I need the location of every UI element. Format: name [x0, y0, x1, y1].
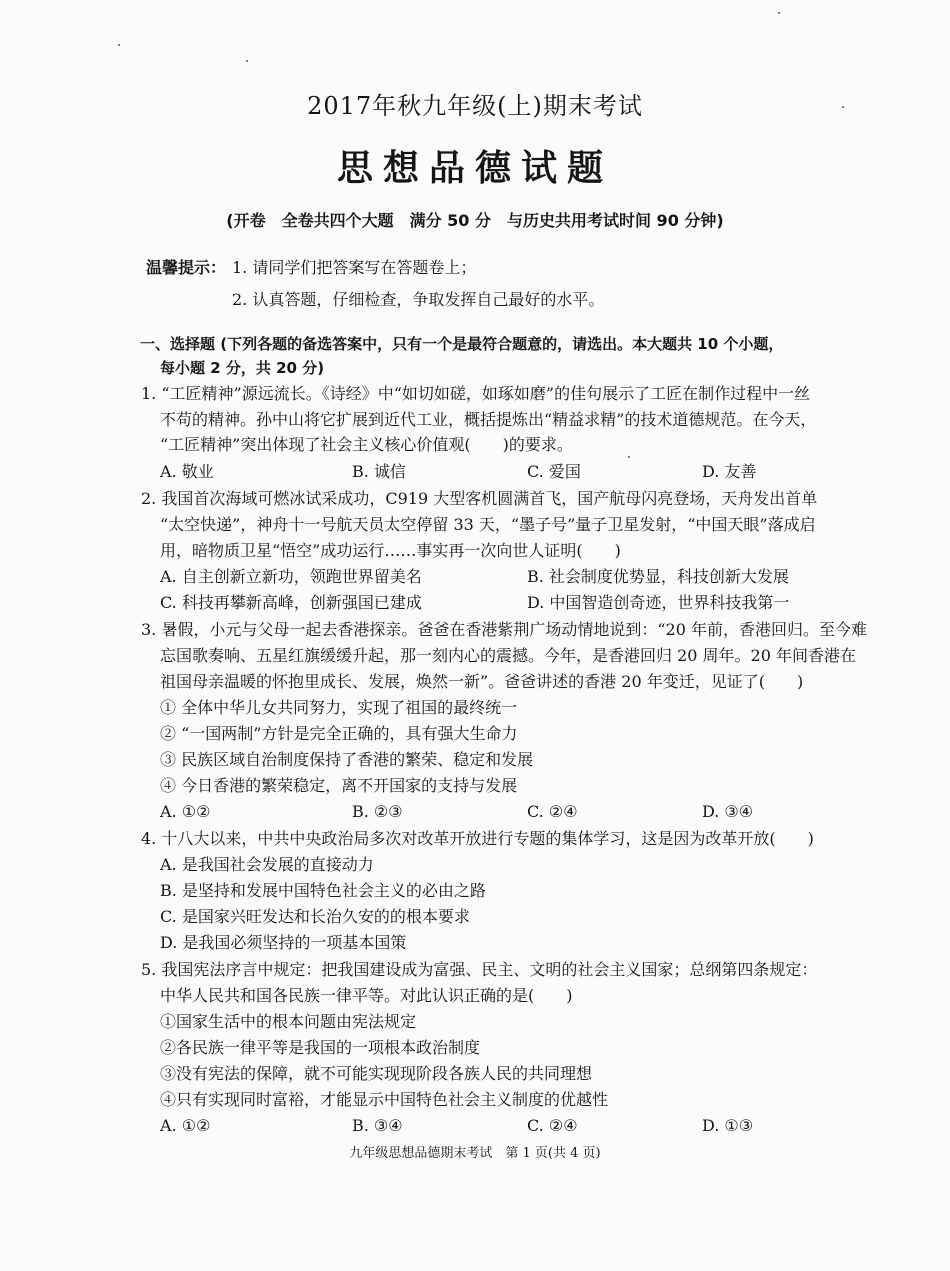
question-1-option-a: A. 敬业 — [160, 462, 214, 481]
question-3-option-c: C. ②④ — [527, 802, 578, 821]
question-5-option-b: B. ③④ — [352, 1116, 403, 1135]
question-2-line: “太空快递”，神舟十一号航天员太空停留 33 天，“墨子号”量子卫星发射，“中国天眼”落成启 — [160, 515, 816, 534]
question-3-option-a: A. ①② — [160, 802, 211, 821]
scan-speck — [842, 106, 844, 108]
tips-item-1: 1. 请同学们把答案写在答题卷上； — [232, 258, 477, 277]
question-2-line: 用，暗物质卫星“悟空”成功运行……事实再一次向世人证明( ) — [160, 541, 621, 560]
exam-title: 2017年秋九年级(上)期末考试 — [307, 92, 643, 120]
question-1-line: 不苟的精神。孙中山将它扩展到近代工业，概括提炼出“精益求精”的技术道德规范。在今天， — [160, 410, 817, 429]
question-1-option-b: B. 诚信 — [352, 462, 406, 481]
scan-speck — [778, 12, 780, 14]
question-5-option-a: A. ①② — [160, 1116, 211, 1135]
question-3-option-d: D. ③④ — [702, 802, 754, 821]
tips-label: 温馨提示： — [146, 258, 227, 277]
question-5-statement: ③没有宪法的保障，就不可能实现现阶段各族人民的共同理想 — [160, 1064, 593, 1083]
scan-speck — [628, 456, 630, 458]
section-heading-line-1: 一、选择题 (下列各题的备选答案中，只有一个是最符合题意的，请选出。本大题共 10 个小题， — [140, 335, 784, 353]
question-5-line: 5. 我国宪法序言中规定：把我国建设成为富强、民主、文明的社会主义国家；总纲第四条规定： — [141, 960, 818, 979]
question-4-option-c: C. 是国家兴旺发达和长治久安的的根本要求 — [160, 907, 470, 926]
question-2-option-a: A. 自主创新立新功，领跑世界留美名 — [160, 567, 422, 586]
tips-item-2: 2. 认真答题，仔细检查，争取发挥自己最好的水平。 — [232, 290, 605, 309]
question-5-statement: ④只有实现同时富裕，才能显示中国特色社会主义制度的优越性 — [160, 1090, 609, 1109]
question-2-option-b: B. 社会制度优势显，科技创新大发展 — [527, 567, 789, 586]
question-5-option-d: D. ①③ — [702, 1116, 754, 1135]
page-footer: 九年级思想品德期末考试 第 1 页(共 4 页) — [349, 1146, 601, 1161]
question-3-statement: ① 全体中华儿女共同努力，实现了祖国的最终统一 — [160, 698, 518, 717]
question-2-option-d: D. 中国智造创奇迹，世界科技我第一 — [527, 593, 790, 612]
question-5-option-c: C. ②④ — [527, 1116, 578, 1135]
scan-speck — [246, 60, 248, 62]
question-3-statement: ③ 民族区域自治制度保持了香港的繁荣、稳定和发展 — [160, 750, 534, 769]
question-2-line: 2. 我国首次海域可燃冰试采成功，C919 大型客机圆满首飞，国产航母闪亮登场，天舟发出首单 — [141, 489, 818, 508]
question-1-line: “工匠精神”突出体现了社会主义核心价值观( )的要求。 — [160, 435, 573, 454]
question-3-line: 3. 暑假，小元与父母一起去香港探亲。爸爸在香港紫荆广场动情地说到：“20 年前，香港回归。至今难 — [141, 620, 867, 639]
section-heading-line-2: 每小题 2 分，共 20 分) — [160, 359, 325, 377]
question-5-statement: ②各民族一律平等是我国的一项根本政治制度 — [160, 1038, 481, 1057]
exam-info: (开卷 全卷共四个大题 满分 50 分 与历史共用考试时间 90 分钟) — [226, 211, 724, 230]
question-4-option-b: B. 是坚持和发展中国特色社会主义的必由之路 — [160, 881, 486, 900]
question-4-line: 4. 十八大以来，中共中央政治局多次对改革开放进行专题的集体学习，这是因为改革开放( ) — [141, 829, 814, 848]
question-1-line: 1. “工匠精神”源远流长。《诗经》中“如切如磋，如琢如磨”的佳句展示了工匠在制作过程中一丝 — [141, 384, 811, 403]
question-2-option-c: C. 科技再攀新高峰，创新强国已建成 — [160, 593, 422, 612]
question-4-option-d: D. 是我国必须坚持的一项基本国策 — [160, 933, 407, 952]
question-3-statement: ④ 今日香港的繁荣稳定，离不开国家的支持与发展 — [160, 776, 518, 795]
question-3-line: 祖国母亲温暖的怀抱里成长、发展，焕然一新”。爸爸讲述的香港 20 年变迁，见证了( ) — [160, 672, 804, 691]
question-3-line: 忘国歌奏响、五星红旗缓缓升起，那一刻内心的震撼。今年，是香港回归 20 周年。20 年间香港在 — [160, 646, 856, 665]
question-3-option-b: B. ②③ — [352, 802, 403, 821]
scan-speck — [118, 44, 120, 46]
question-5-line: 中华人民共和国各民族一律平等。对此认识正确的是( ) — [160, 986, 573, 1005]
subject-title: 思想品德试题 — [336, 147, 613, 189]
question-4-option-a: A. 是我国社会发展的直接动力 — [160, 855, 374, 874]
question-1-option-d: D. 友善 — [702, 462, 757, 481]
question-3-statement: ② “一国两制”方针是完全正确的，具有强大生命力 — [160, 724, 518, 743]
question-1-option-c: C. 爱国 — [527, 462, 581, 481]
question-5-statement: ①国家生活中的根本问题由宪法规定 — [160, 1012, 417, 1031]
